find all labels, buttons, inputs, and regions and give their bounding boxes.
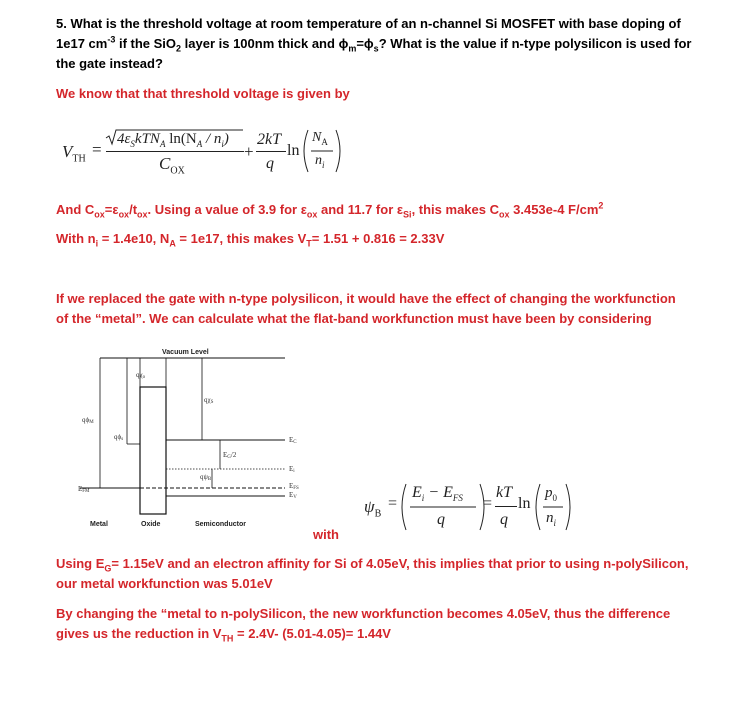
vacuum-level-label: Vacuum Level [162, 349, 209, 356]
semiconductor-label: Semiconductor [195, 521, 246, 528]
eq2-denominator: q [437, 511, 445, 528]
vt-line: With $n_i = 1.4e10$, $N_A = 1e17$, this makes $V_T= 1.51 + 0.816 = 2.33V$ [56, 231, 445, 249]
oxide-label: Oxide [141, 521, 161, 528]
qphi-b-label: qϕs [114, 433, 124, 442]
cox-line: And $C_{ox}=\varepsilon_{ox}/t_{ox}$. Using a value of 3.9 for $\varepsilon_{ox}$ and 11.7 for $\varepsilon_{Si}$, this makes $C_{ox}$ 3.453e-4 $F/cm^2$ [56, 200, 604, 220]
eq-lhs: $V_{TH}$ [62, 142, 86, 165]
eq2-kt: kT [496, 484, 512, 501]
band-diagram [80, 344, 310, 534]
eq2-psi: $\psi_B$ [364, 497, 382, 520]
question-line-2: 1e17 $cm^{-3}$ if the SiO$_2$ layer is 100nm thick and $\phi_m=\phi_s$? What is the value if n-type polysilicon is used for [56, 34, 692, 54]
ei-label: Ei [289, 465, 295, 474]
eq-q: q [266, 155, 274, 172]
ec-label: EC [289, 436, 297, 445]
eq2-ni: $n_i$ [546, 510, 557, 528]
poly-line-1: If we replaced the gate with n-type polysilicon, it would have the effect of changing the workfunction [56, 291, 676, 306]
qpsi-b-label: qψB [200, 473, 212, 482]
eq-ln: ln [287, 142, 300, 159]
metal-label: Metal [90, 521, 108, 528]
eq2-numerator: $E_i - E_{FS}$ [412, 484, 463, 504]
question-line-3: the gate instead? [56, 56, 163, 71]
question-line-1: 5. What is the threshold voltage at room temperature of an n-channel Si MOSFET with base doping of [56, 16, 681, 31]
qchi-o-label: qχo [136, 371, 146, 380]
final-line-1: By changing the “metal to n-polySilicon, the new workfunction becomes 4.05eV, thus the difference [56, 606, 671, 621]
final-line-2: gives us the reduction in $V_{TH} = 2.4V-$ (5.01-4.05)= 1.44V [56, 626, 391, 644]
eq-denominator: $C_{OX}$ [159, 154, 185, 177]
intro-text: We know that that threshold voltage is given by [56, 86, 350, 101]
eq-equals: = [92, 140, 102, 159]
eg-line-1: Using $E_G= 1.15eV$ and an electron affinity for Si of 4.05eV, this implies that prior to using n-polySilicon, [56, 556, 689, 574]
oxide-box [140, 387, 166, 514]
eq2-q: q [500, 511, 508, 528]
eq2-equals-2: = [483, 495, 493, 512]
poly-line-2: of the “metal”. We can calculate what the flat-band workfunction must have been by considering [56, 311, 652, 326]
ev-label: EV [289, 491, 297, 500]
efs-label: EFS [289, 482, 299, 491]
efm-label: EFM [78, 485, 90, 494]
eg-paragraph [56, 554, 696, 594]
eq-2kt: 2kT [257, 131, 281, 148]
question-text [56, 14, 696, 74]
eq-paren-num: $N_A$ [312, 130, 328, 147]
eq2-p0: $p_0$ [545, 485, 557, 503]
with-text: with [313, 527, 339, 542]
eq2-kt-bar [495, 506, 517, 507]
eq2-ln: ln [518, 495, 531, 512]
eq-paren-den: $n_i$ [315, 153, 325, 170]
eq-numerator: $4\varepsilon_SkTN_A$ $\ln(N_A / n_i)$ [117, 131, 229, 149]
eq2-equals: = [388, 495, 398, 512]
eq-fraction-bar [106, 151, 244, 152]
eg-line-2: our metal workfunction was 5.01eV [56, 576, 273, 591]
eq-plus: + [244, 142, 254, 161]
eq-fraction-bar-2 [256, 151, 286, 152]
qchi-s-label: qχS [204, 396, 214, 405]
eg2-label: EG/2 [223, 451, 237, 460]
polysilicon-paragraph [56, 289, 696, 329]
final-paragraph [56, 604, 696, 644]
qphi-m-label: qϕM [82, 416, 94, 425]
